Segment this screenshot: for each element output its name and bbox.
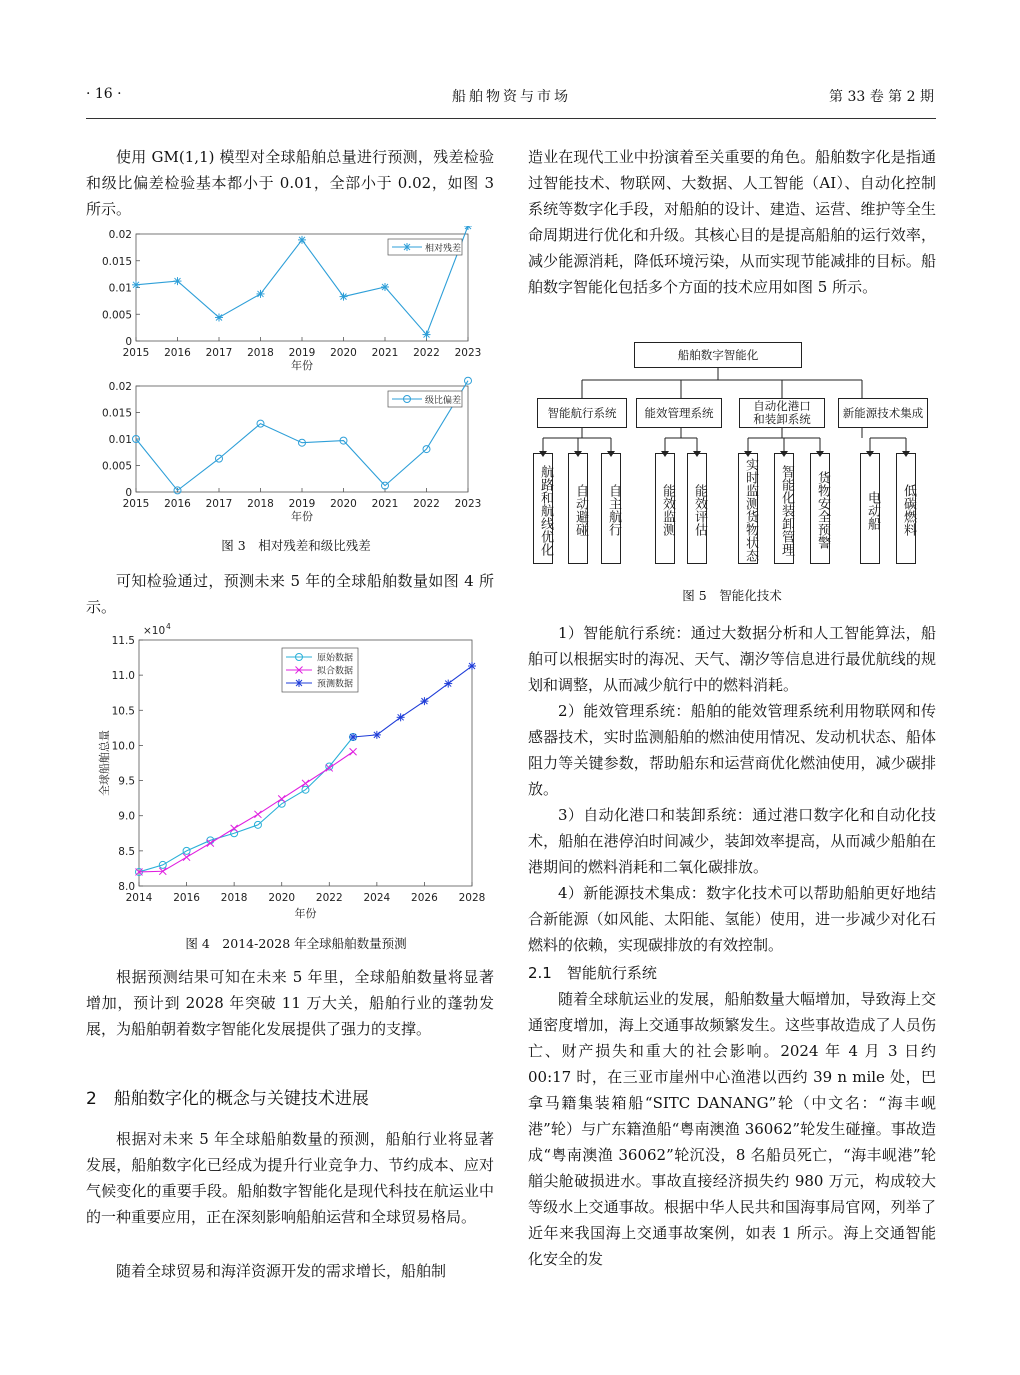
- right-para-3: 2）能效管理系统：船舶的能效管理系统利用物联网和传感器技术，实时监测船舶的燃油使用情况、发动机状态、船体阻力等关键参数，帮助船东和运营商优化燃油使用，减少碳排放。: [528, 702, 936, 798]
- y-tick-label: 0: [125, 336, 132, 348]
- right-para-2: 1）智能航行系统：通过大数据分析和人工智能算法，船舶可以根据实时的海况、天气、潮汐等信息进行最优航线的规划和调整，从而减少航行中的燃料消耗。: [528, 624, 936, 694]
- fig5-node-port: [739, 398, 825, 428]
- data-point: [423, 331, 431, 339]
- x-axis-label: 年份: [291, 359, 313, 372]
- left-para-2: 可知检验通过，预测未来 5 年的全球船舶数量如图 4 所示。: [86, 572, 494, 616]
- fig5-leaf-evaluate: 能效评估: [687, 453, 707, 564]
- x-tick-label: 2016: [164, 498, 191, 510]
- data-point: [373, 731, 381, 739]
- y-multiplier-exponent: 4: [166, 622, 171, 631]
- right-para-1: 造业在现代工业中扮演着至关重要的角色。船舶数字化是指通过智能技术、物联网、大数据、人工智能（AI）、自动化控制系统等数字化手段，对船舶的设计、建造、运营、维护等全生命周期进行优化和升级。其核心目的是提高船舶的运行效率，减少能源消耗，降低环境污染，从而实现节能减排的目标。船舶数字智能化包括多个方面的技术应用如图 5 所示。: [528, 148, 936, 296]
- fig5-node-port-line2: 和装卸系统: [753, 412, 811, 426]
- fig5-leaf-lowcarbon: 低碳燃料: [896, 453, 916, 564]
- data-point: [340, 293, 348, 301]
- data-point: [174, 277, 182, 285]
- fig5-node-energy: 能效管理系统: [636, 398, 722, 428]
- x-tick-label: 2016: [164, 347, 191, 359]
- x-tick-label: 2018: [247, 498, 274, 510]
- right-para-5: 4）新能源技术集成：数字化技术可以帮助船舶更好地结合新能源（如风能、太阳能、氢能）使用，进一步减少对化石燃料的依赖，实现碳排放的有效控制。: [528, 884, 936, 954]
- x-tick-label: 2020: [268, 892, 296, 904]
- x-tick-label: 2026: [411, 892, 438, 904]
- data-point: [464, 226, 472, 230]
- x-tick-label: 2022: [413, 498, 440, 510]
- data-point: [381, 283, 389, 291]
- x-tick-label: 2014: [125, 892, 153, 904]
- fig4-caption: 图 4 2014-2028 年全球船舶数量预测: [185, 936, 407, 951]
- y-tick-label: 0.005: [101, 309, 132, 322]
- y-tick-label: 0.01: [108, 434, 132, 446]
- x-tick-label: 2021: [371, 498, 399, 510]
- data-point: [132, 281, 140, 289]
- header-rule: [86, 118, 936, 119]
- fig5-node-newenergy: 新能源技术集成: [838, 398, 928, 428]
- y-tick-label: 10.5: [111, 705, 135, 718]
- fig5-node-nav: 智能航行系统: [537, 398, 627, 428]
- fig3-chart: [86, 226, 506, 556]
- fig5-leaf-cargo-status: 实时监测货物状态: [738, 453, 758, 564]
- fig5-leaf-route: 航路和航线优化: [533, 453, 553, 564]
- y-axis-label: 全球船舶总量: [98, 730, 111, 796]
- left-para-4: 根据对未来 5 年全球船舶数量的预测，船舶行业将显著发展，船舶数字化已经成为提升行业竞争力、节约成本、应对气候变化的重要手段。船舶数字智能化是现代科技在航运业中的一种重要应用，正在深刻影响船舶运营和全球贸易格局。: [86, 1130, 494, 1226]
- y-tick-label: 0.01: [108, 282, 132, 295]
- fig3-panel-lev: [102, 377, 481, 523]
- x-axis-label: 年份: [294, 907, 317, 920]
- section-2-1-heading: 2.1 智能航行系统: [528, 964, 657, 982]
- data-point: [468, 662, 476, 670]
- y-tick-label: 11.5: [111, 635, 135, 647]
- y-multiplier: ×10: [143, 625, 166, 637]
- legend: [388, 239, 462, 255]
- y-tick-label: 8.0: [118, 881, 135, 893]
- fig3-caption: 图 3 相对残差和级比残差: [221, 538, 371, 553]
- y-tick-label: 10.0: [111, 740, 135, 753]
- x-tick-label: 2017: [205, 498, 233, 510]
- x-tick-label: 2020: [330, 347, 357, 359]
- y-tick-label: 9.5: [118, 775, 135, 788]
- y-tick-label: 0.02: [108, 381, 132, 393]
- x-tick-label: 2016: [173, 892, 200, 904]
- left-para-5: 随着全球贸易和海洋资源开发的需求增长，船舶制: [116, 1262, 447, 1280]
- fig5-leaf-autonomous: 自主航行: [601, 453, 621, 564]
- left-para-3: 根据预测结果可知在未来 5 年里，全球船舶数量将显著增加，预计到 2028 年突破 11 万大关，船舶行业的蓬勃发展，为船舶朝着数字智能化发展提供了强力的支撑。: [86, 968, 494, 1038]
- legend-marker: [403, 243, 411, 251]
- x-tick-label: 2020: [330, 498, 357, 510]
- data-point: [298, 236, 306, 244]
- data-point: [257, 290, 265, 298]
- legend-label: 原始数据: [317, 653, 354, 664]
- data-point: [397, 713, 405, 721]
- fig5-caption: 图 5 智能化技术: [682, 588, 782, 603]
- legend-label: 相对残差: [425, 244, 462, 254]
- fig5-leaf-electric: 电动船: [860, 453, 880, 564]
- x-tick-label: 2015: [122, 347, 150, 359]
- legend-label: 预测数据: [317, 679, 354, 690]
- fig5-leaf-collision: 自动避碰: [568, 453, 588, 564]
- x-tick-label: 2015: [122, 498, 150, 510]
- x-tick-label: 2023: [454, 498, 482, 510]
- x-tick-label: 2018: [247, 347, 274, 359]
- y-tick-label: 11.0: [111, 670, 135, 683]
- x-tick-label: 2021: [371, 347, 399, 359]
- section-2-heading: 2 船舶数字化的概念与关键技术进展: [86, 1089, 369, 1109]
- fig5-root-node: 船舶数字智能化: [634, 342, 802, 368]
- right-para-4: 3）自动化港口和装卸系统：通过港口数字化和自动化技术，船舶在港停泊时间减少，装卸效率提高，从而减少船舶在港期间的燃料消耗和二氧化碳排放。: [528, 806, 936, 876]
- fig5-node-port-line1: 自动化港口: [753, 399, 811, 413]
- data-point: [420, 697, 428, 705]
- y-tick-label: 0.005: [101, 460, 132, 473]
- y-tick-label: 0.02: [108, 229, 132, 241]
- y-tick-label: 8.5: [118, 845, 135, 858]
- x-tick-label: 2022: [413, 347, 440, 359]
- fig5-leaf-monitor: 能效监测: [655, 453, 675, 564]
- y-tick-label: 0.015: [101, 255, 132, 268]
- legend-label: 级比偏差: [425, 396, 462, 406]
- legend-marker: [295, 679, 303, 687]
- x-tick-label: 2028: [458, 892, 486, 904]
- x-tick-label: 2022: [315, 892, 343, 904]
- y-tick-label: 9.0: [118, 810, 135, 823]
- fig3-panel-rel: [102, 226, 481, 372]
- fig4-chart: [86, 620, 506, 930]
- page-number: · 16 ·: [86, 86, 122, 102]
- journal-title: 船舶物资与市场: [452, 89, 571, 105]
- fig5-leaf-cargo-alert: 货物安全预警: [810, 453, 830, 564]
- data-point: [215, 313, 223, 321]
- legend: [282, 648, 358, 692]
- x-tick-label: 2024: [363, 892, 391, 904]
- legend-label: 拟合数据: [317, 666, 354, 677]
- y-tick-label: 0: [125, 487, 132, 499]
- issue-info: 第 33 卷 第 2 期: [829, 89, 934, 105]
- data-point: [444, 680, 452, 688]
- legend: [388, 391, 462, 407]
- left-para-1: 使用 GM(1,1) 模型对全球船舶总量进行预测，残差检验和级比偏差检验基本都小于 0.01，全部小于 0.02，如图 3 所示。: [86, 148, 494, 218]
- x-tick-label: 2017: [205, 347, 233, 359]
- x-tick-label: 2023: [454, 347, 482, 359]
- data-point: [349, 733, 357, 741]
- y-tick-label: 0.015: [101, 407, 132, 420]
- fig5-leaf-loading: 智能化装卸管理: [774, 453, 794, 564]
- right-para-6: 随着全球航运业的发展，船舶数量大幅增加，导致海上交通密度增加，海上交通事故频繁发生。这些事故造成了人员伤亡、财产损失和重大的社会影响。2024 年 4 月 3 日约 00:17 时，在三亚市崖州中心渔港以西约 39 n mile 处，巴拿马籍集装箱船“SITC DANANG”轮（中文名：“海丰岘港”轮）与广东籍渔船“粤南澳渔 36062”轮发生碰撞。事故造成“粤南澳渔 36062”轮沉没，8 名船员死亡，“海丰岘港”轮艏尖舱破损进水。事故直接经济损失约 980 万元，构成较大等级水上交通事故。根据中华人民共和国海事局官网，列举了近年来我国海上交通事故案例，如表 1 所示。海上交通智能化安全的发: [528, 990, 936, 1268]
- x-tick-label: 2019: [288, 347, 316, 359]
- x-axis-label: 年份: [291, 510, 313, 523]
- x-tick-label: 2018: [220, 892, 248, 904]
- x-tick-label: 2019: [288, 498, 316, 510]
